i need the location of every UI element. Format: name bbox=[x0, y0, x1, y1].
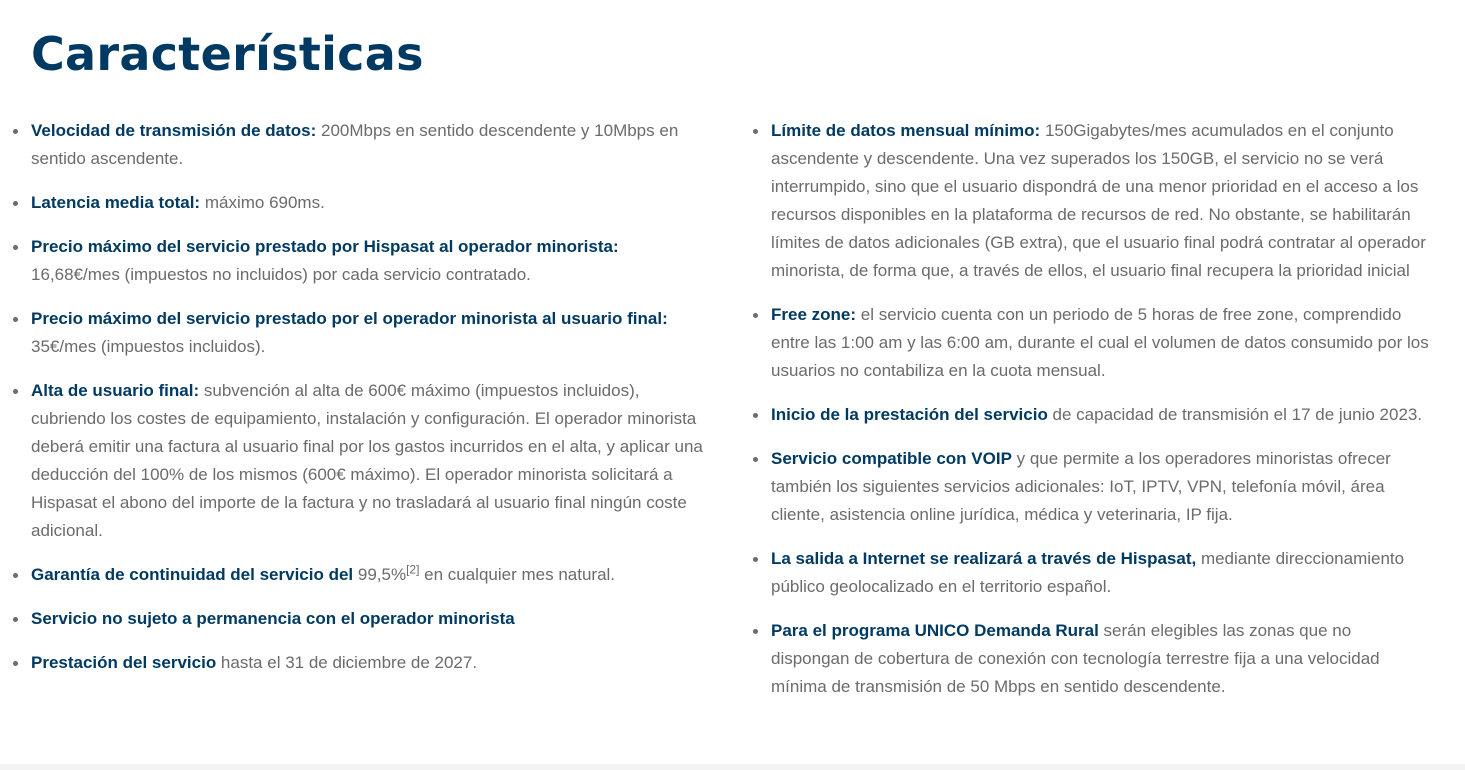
list-item bbox=[771, 445, 1431, 529]
bullet-icon bbox=[753, 313, 758, 318]
list-item bbox=[31, 189, 711, 217]
item-text: 35€/mes (impuestos incluidos). bbox=[31, 337, 266, 356]
bullet-icon bbox=[13, 201, 18, 206]
list-item bbox=[31, 117, 711, 173]
item-label: Prestación del servicio bbox=[31, 653, 217, 672]
list-item bbox=[771, 545, 1431, 601]
item-text: hasta el 31 de diciembre de 2027. bbox=[216, 653, 478, 672]
list-item bbox=[31, 605, 711, 633]
item-label: Free zone: bbox=[771, 305, 857, 324]
bullet-icon bbox=[13, 573, 18, 578]
item-label: Precio máximo del servicio prestado por Hispasat al operador minorista: bbox=[31, 237, 619, 256]
item-label: Garantía de continuidad del servicio del bbox=[31, 565, 354, 584]
item-text: 150Gigabytes/mes acumulados en el conjunto ascendente y descendente. Una vez superados los 150GB, el servicio no se verá interrumpido, sino que el usuario dispondrá de una menor prioridad en el acceso a los recursos disponibles en la plataforma de recursos de red. No obstante, se habilitarán límites de datos adicionales (GB extra), que el usuario final podrá contratar al operador minorista, de forma que, a través de ellos, el usuario final recupera la prioridad inicial bbox=[771, 121, 1426, 280]
bullet-icon bbox=[13, 317, 18, 322]
item-label: Límite de datos mensual mínimo: bbox=[771, 121, 1041, 140]
item-label: Inicio de la prestación del servicio bbox=[771, 405, 1048, 424]
item-label: Velocidad de transmisión de datos: bbox=[31, 121, 317, 140]
item-text: de capacidad de transmisión el 17 de junio 2023. bbox=[1047, 405, 1423, 424]
bullet-icon bbox=[753, 129, 758, 134]
item-label: Latencia media total: bbox=[31, 193, 201, 212]
item-text: subvención al alta de 600€ máximo (impuestos incluidos), cubriendo los costes de equipamiento, instalación y configuración. El operador minorista deberá emitir una factura al usuario final por los gastos incurridos en el alta, y aplicar una deducción del 100% de los mismos (600€ máximo). El operador minorista solicitará a Hispasat el abono del importe de la factura y no trasladará al usuario final ningún coste adicional. bbox=[31, 381, 703, 540]
list-item bbox=[31, 561, 711, 589]
bullet-icon bbox=[753, 413, 758, 418]
item-text: 200Mbps en sentido descendente y 10Mbps en sentido ascendente. bbox=[31, 121, 679, 168]
bullet-icon bbox=[753, 629, 758, 634]
bullet-icon bbox=[13, 661, 18, 666]
item-text: en cualquier mes natural. bbox=[419, 565, 616, 584]
item-label: La salida a Internet se realizará a través de Hispasat, bbox=[771, 549, 1197, 568]
list-item bbox=[771, 617, 1431, 701]
item-text: el servicio cuenta con un periodo de 5 horas de free zone, comprendido entre las 1:00 am y las 6:00 am, durante el cual el volumen de datos consumido por los usuarios no contabiliza en la cuota mensual. bbox=[771, 305, 1429, 380]
features-list-left bbox=[31, 117, 711, 693]
bullet-icon bbox=[13, 245, 18, 250]
item-label: Servicio no sujeto a permanencia con el operador minorista bbox=[31, 609, 515, 628]
item-label: Precio máximo del servicio prestado por el operador minorista al usuario final: bbox=[31, 309, 668, 328]
bullet-icon bbox=[13, 129, 18, 134]
list-item bbox=[31, 233, 711, 289]
list-item bbox=[771, 401, 1431, 429]
bullet-icon bbox=[753, 557, 758, 562]
item-text: 99,5% bbox=[353, 565, 407, 584]
footnote-link[interactable]: [2] bbox=[406, 562, 420, 577]
bottom-divider bbox=[0, 764, 1465, 770]
item-text: máximo 690ms. bbox=[200, 193, 325, 212]
bullet-icon bbox=[753, 457, 758, 462]
page-title: Características bbox=[31, 27, 424, 81]
item-text: y que permite a los operadores minoristas ofrecer también los siguientes servicios adicionales: IoT, IPTV, VPN, telefonía móvil, área cliente, asistencia online jurídica, médica y veterinaria, IP fija. bbox=[771, 449, 1391, 524]
list-item bbox=[31, 305, 711, 361]
bullet-icon bbox=[13, 617, 18, 622]
item-label: Alta de usuario final: bbox=[31, 381, 200, 400]
item-label: Para el programa UNICO Demanda Rural bbox=[771, 621, 1099, 640]
item-text: 16,68€/mes (impuestos no incluidos) por cada servicio contratado. bbox=[31, 265, 531, 284]
list-item bbox=[771, 301, 1431, 385]
item-text: serán elegibles las zonas que no dispongan de cobertura de conexión con tecnología terrestre fija a una velocidad mínima de transmisión de 50 Mbps en sentido descendente. bbox=[771, 621, 1380, 696]
item-text: mediante direccionamiento público geolocalizado en el territorio español. bbox=[771, 549, 1405, 596]
item-label: Servicio compatible con VOIP bbox=[771, 449, 1012, 468]
list-item bbox=[31, 649, 711, 677]
bullet-icon bbox=[13, 389, 18, 394]
list-item bbox=[771, 117, 1431, 285]
list-item bbox=[31, 377, 711, 545]
features-list-right bbox=[771, 117, 1431, 717]
